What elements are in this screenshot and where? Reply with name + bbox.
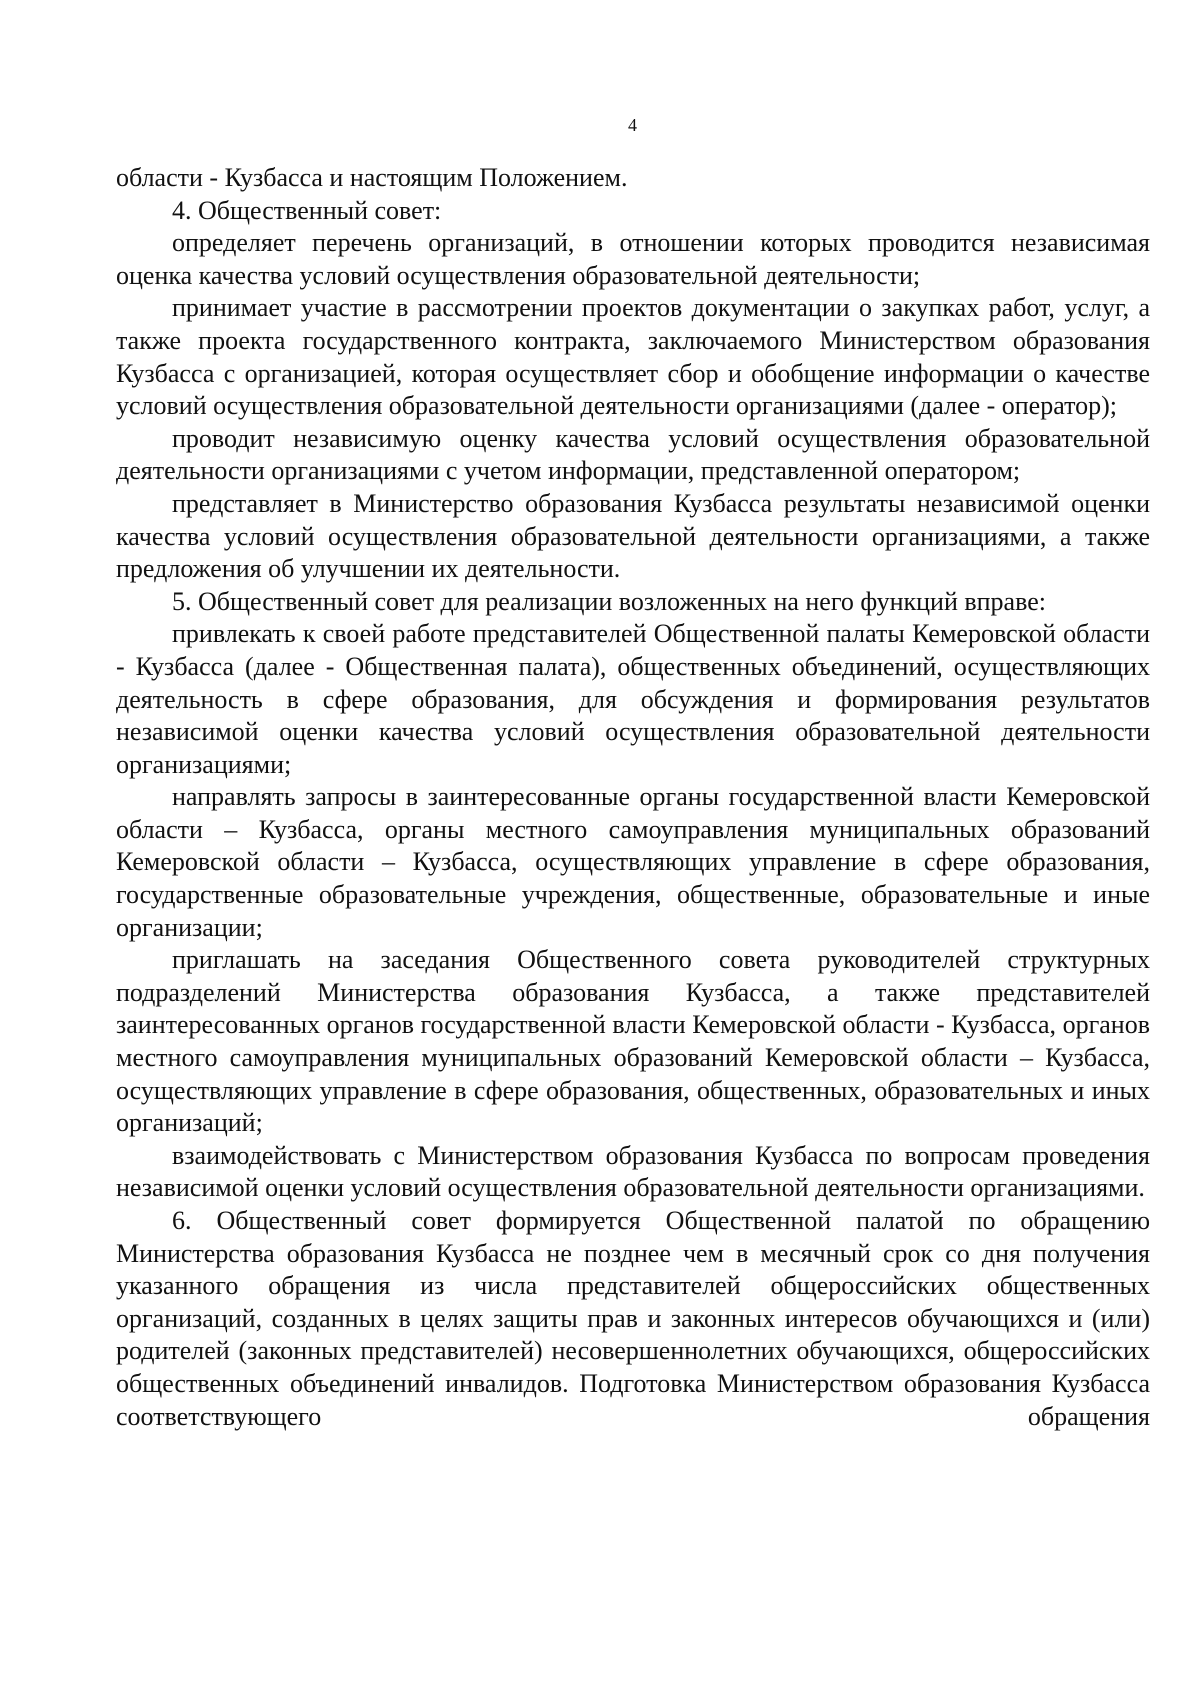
page-number: 4	[628, 115, 637, 135]
paragraph-list-item: представляет в Министерство образования Кузбасса результаты независимой оценки качества условий осуществления образовательной деятельности организациями, а также предложения об улучшении их деятельности.	[116, 488, 1150, 584]
paragraph-list-item: приглашать на заседания Общественного совета руководителей структурных подразделений Министерства образования Кузбасса, а также представителей заинтересованных органов государственной власти Кемеровской области - Кузбасса, органов местного самоуправления муниципальных образований Кемеровской области – Кузбасса, осуществляющих управление в сфере образования, общественных, образовательных и иных организаций;	[116, 945, 1150, 1138]
paragraph-continuation: области - Кузбасса и настоящим Положением.	[116, 163, 628, 192]
paragraph-list-item: привлекать к своей работе представителей Общественной палаты Кемеровской области - Кузбасса (далее - Общественная палата), общественных объединений, осуществляющих деятельность в сфере образования, для обсуждения и формирования результатов независимой оценки качества условий осуществления образовательной деятельности организациями;	[116, 619, 1150, 779]
paragraph-list-item: взаимодействовать с Министерством образования Кузбасса по вопросам проведения независимой оценки условий осуществления образовательной деятельности организациями.	[116, 1140, 1150, 1203]
paragraph-section-5-heading: 5. Общественный совет для реализации возложенных на него функций вправе:	[172, 586, 1046, 616]
paragraph-section-6: 6. Общественный совет формируется Общественной палатой по обращению Министерства образования Кузбасса не позднее чем в месячный срок со дня получения указанного обращения из числа представителей общероссийских общественных организаций, созданных в целях защиты прав и законных интересов обучающихся и (или) родителей (законных представителей) несовершеннолетних обучающихся, общероссийских общественных объединений инвалидов. Подготовка Министерством образования Кузбасса соответствующего обращения	[116, 1206, 1150, 1431]
paragraph-list-item: проводит независимую оценку качества условий осуществления образовательной деятельности организациями с учетом информации, представленной оператором;	[116, 423, 1150, 486]
paragraph-list-item: направлять запросы в заинтересованные органы государственной власти Кемеровской области – Кузбасса, органы местного самоуправления муниципальных образований Кемеровской области – Кузбасса, осуществляющих управление в сфере образования, государственные образовательные учреждения, общественные, образовательные и иные организации;	[116, 782, 1150, 942]
document-body	[116, 162, 1150, 1433]
paragraph-list-item: принимает участие в рассмотрении проектов документации о закупках работ, услуг, а также проекта государственного контракта, заключаемого Министерством образования Кузбасса с организацией, которая осуществляет сбор и обобщение информации о качестве условий осуществления образовательной деятельности организациями (далее - оператор);	[116, 293, 1150, 421]
paragraph-section-4-heading: 4. Общественный совет:	[172, 195, 442, 225]
paragraph-list-item: определяет перечень организаций, в отношении которых проводится независимая оценка качества условий осуществления образовательной деятельности;	[116, 228, 1150, 290]
